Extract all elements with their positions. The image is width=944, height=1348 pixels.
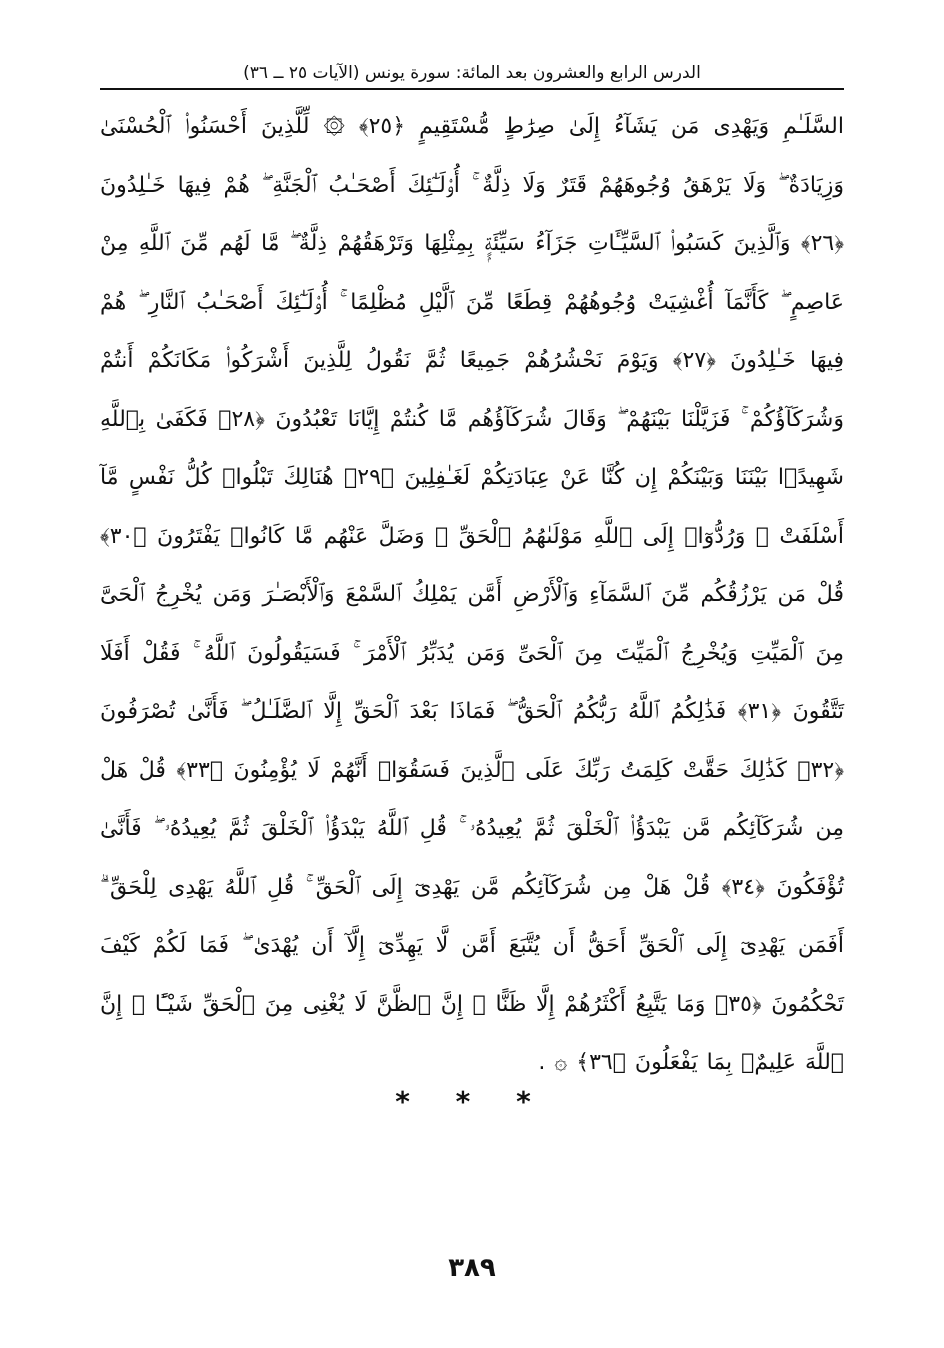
section-divider-stars: * * * <box>395 1085 549 1118</box>
running-header: الدرس الرابع والعشرون بعد المائة: سورة يونس (الآيات ٢٥ ــ ٣٦) <box>243 63 701 83</box>
page-number: ٣٨٩ <box>448 1253 496 1283</box>
header-rule <box>100 88 844 90</box>
quran-verses-block <box>100 98 844 1093</box>
verses-text: السَّلَـٰمِ وَيَهْدِى مَن يَشَآءُ إِلَىٰ صِرَٰطٍ مُّسْتَقِيمٍ ﴿٢٥﴾ ۞ لِّلَّذِينَ أَحْسَنُوا۟ ٱلْحُسْنَىٰ وَزِيَادَةٌ ۖ وَلَا يَرْهَقُ وُجُوهَهُمْ قَتَرٌ وَلَا ذِلَّةٌ ۚ أُو۟لَـٰٓئِكَ أَصْحَـٰبُ ٱلْجَنَّةِ ۖ هُمْ فِيهَا خَـٰلِدُونَ ﴿٢٦﴾ وَٱلَّذِينَ كَسَبُوا۟ ٱلسَّيِّـَٔاتِ جَزَآءُ سَيِّئَةٍۭ بِمِثْلِهَا وَتَرْهَقُهُمْ ذِلَّةٌ ۖ مَّا لَهُم مِّنَ ٱللَّهِ مِنْ عَاصِمٍ ۖ كَأَنَّمَآ أُغْشِيَتْ وُجُوهُهُمْ قِطَعًا مِّنَ ٱلَّيْلِ مُظْلِمًا ۚ أُو۟لَـٰٓئِكَ أَصْحَـٰبُ ٱلنَّارِ ۖ هُمْ فِيهَا خَـٰلِدُونَ ﴿٢٧﴾ وَيَوْمَ نَحْشُرُهُمْ جَمِيعًا ثُمَّ نَقُولُ لِلَّذِينَ أَشْرَكُوا۟ مَكَانَكُمْ أَنتُمْ وَشُرَكَآؤُكُمْ ۚ فَزَيَّلْنَا بَيْنَهُمْ ۖ وَقَالَ شُرَكَآؤُهُم مَّا كُنتُمْ إِيَّانَا تَعْبُدُونَ ﴿٢٨﴾ فَكَفَىٰ بِٱللَّهِ شَهِيدًۢا بَيْنَنَا وَبَيْنَكُمْ إِن كُنَّا عَنْ عِبَادَتِكُمْ لَغَـٰفِلِينَ ﴿٢٩﴾ هُنَالِكَ تَبْلُوا۟ كُلُّ نَفْسٍ مَّآ أَسْلَفَتْ ۚ وَرُدُّوٓا۟ إِلَى ٱللَّهِ مَوْلَىٰهُمُ ٱلْحَقِّ ۖ وَضَلَّ عَنْهُم مَّا كَانُوا۟ يَفْتَرُونَ ﴿٣٠﴾ قُلْ مَن يَرْزُقُكُم مِّنَ ٱلسَّمَآءِ وَٱلْأَرْضِ أَمَّن يَمْلِكُ ٱلسَّمْعَ وَٱلْأَبْصَـٰرَ وَمَن يُخْرِجُ ٱلْحَىَّ مِنَ ٱلْمَيِّتِ وَيُخْرِجُ ٱلْمَيِّتَ مِنَ ٱلْحَىِّ وَمَن يُدَبِّرُ ٱلْأَمْرَ ۚ فَسَيَقُولُونَ ٱللَّهُ ۚ فَقُلْ أَفَلَا تَتَّقُونَ ﴿٣١﴾ فَذَٰلِكُمُ ٱللَّهُ رَبُّكُمُ ٱلْحَقُّ ۖ فَمَاذَا بَعْدَ ٱلْحَقِّ إِلَّا ٱلضَّلَـٰلُ ۖ فَأَنَّىٰ تُصْرَفُونَ ﴿٣٢﴾ كَذَٰلِكَ حَقَّتْ كَلِمَتُ رَبِّكَ عَلَى ٱلَّذِينَ فَسَقُوٓا۟ أَنَّهُمْ لَا يُؤْمِنُونَ ﴿٣٣﴾ قُلْ هَلْ مِن شُرَكَآئِكُم مَّن يَبْدَؤُا۟ ٱلْخَلْقَ ثُمَّ يُعِيدُهُۥ ۚ قُلِ ٱللَّهُ يَبْدَؤُا۟ ٱلْخَلْقَ ثُمَّ يُعِيدُهُۥ ۖ فَأَنَّىٰ تُؤْفَكُونَ ﴿٣٤﴾ قُلْ هَلْ مِن شُرَكَآئِكُم مَّن يَهْدِىٓ إِلَى ٱلْحَقِّ ۚ قُلِ ٱللَّهُ يَهْدِى لِلْحَقِّ ۗ أَفَمَن يَهْدِىٓ إِلَى ٱلْحَقِّ أَحَقُّ أَن يُتَّبَعَ أَمَّن لَّا يَهِدِّىٓ إِلَّآ أَن يُهْدَىٰ ۖ فَمَا لَكُمْ كَيْفَ تَحْكُمُونَ ﴿٣٥﴾ وَمَا يَتَّبِعُ أَكْثَرُهُمْ إِلَّا ظَنًّا ۚ إِنَّ ٱلظَّنَّ لَا يُغْنِى مِنَ ٱلْحَقِّ شَيْـًٔا ۚ إِنَّ ٱللَّهَ عَلِيمٌۢ بِمَا يَفْعَلُونَ ﴿٣٦﴾ ۞ . <box>100 114 845 1075</box>
